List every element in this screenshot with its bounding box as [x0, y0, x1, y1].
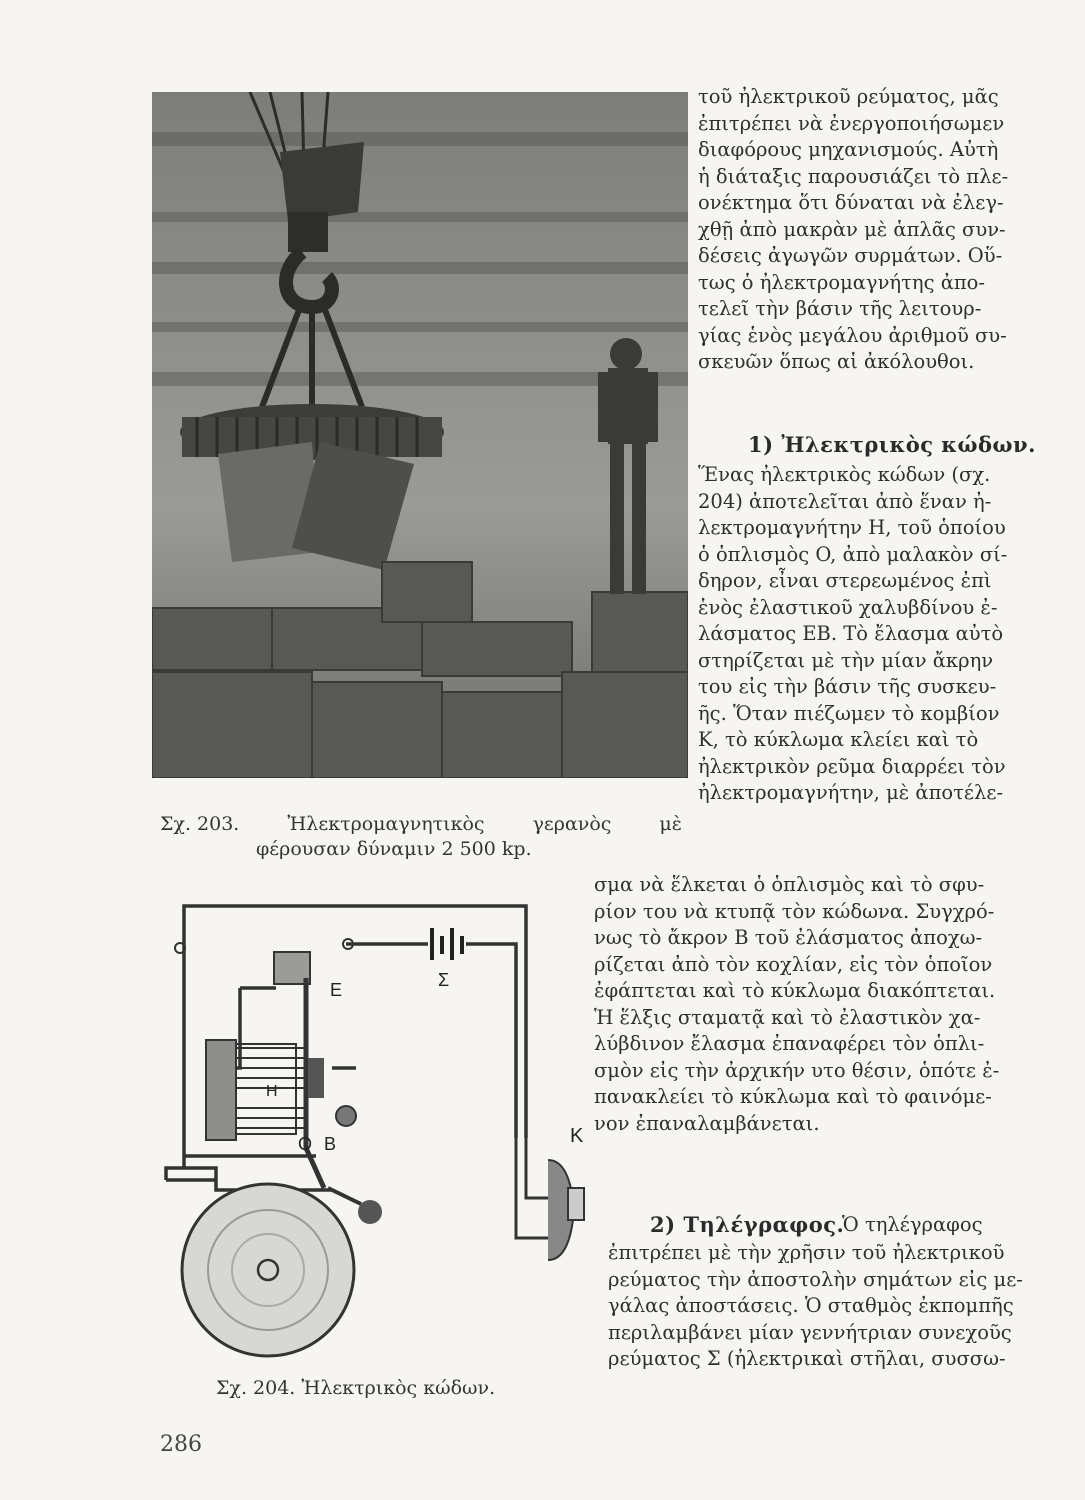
text-line: σμα νὰ ἕλκεται ὁ ὁπλισμὸς καὶ τὸ σφυ-	[594, 873, 985, 896]
text-line: τως ὁ ἠλεκτρομαγνήτης ἀπο-	[698, 270, 986, 294]
section-heading-electric-bell: 1) Ἠλεκτρικὸς κώδων.	[748, 432, 1036, 457]
text-block-4	[608, 1240, 1040, 1373]
text-line: γάλας ἀποστάσεις. Ὁ σταθμὸς ἐκπομπῆς	[608, 1294, 1014, 1317]
label-k: K	[570, 1125, 584, 1147]
text-line: τοῦ ἠλεκτρικοῦ ρεύματος, μᾶς	[698, 85, 999, 108]
caption-word: Ἠλεκτρομαγνητικὸς	[287, 813, 485, 835]
text-block-1	[698, 84, 1038, 376]
text-line: ἡ διάταξις παρουσιάζει τὸ πλε-	[698, 164, 1009, 188]
text-line: ρεύματος Σ (ἠλεκτρικαὶ στῆλαι, συσσω-	[608, 1347, 1006, 1370]
electric-bell-diagram	[156, 898, 596, 1364]
text-line-telegraph-first: Ὁ τηλέγραφος	[842, 1213, 983, 1236]
text-block-3	[594, 872, 1038, 1137]
text-line: ρεύματος τὴν ἀποστολὴν σημάτων εἰς με-	[608, 1267, 1023, 1291]
text-line: λεκτρομαγνήτην H, τοῦ ὁποίου	[698, 516, 1006, 539]
electric-bell-drawing	[156, 898, 596, 1364]
text-line: ἐπιτρέπει νὰ ἐνεργοποιήσωμεν	[698, 111, 1005, 135]
text-line: του εἰς τὴν βάσιν τῆς συσκευ-	[698, 675, 997, 698]
text-line: ἠλεκτρικὸν ρεῦμα διαρρέει τὸν	[698, 754, 1006, 778]
label-b: B	[324, 1134, 337, 1154]
text-line: λύβδινον ἔλασμα ἐπαναφέρει τὸν ὁπλι-	[594, 1032, 985, 1055]
text-line: χθῇ ἀπὸ μακρὰν μὲ ἁπλᾶς συν-	[698, 217, 1006, 241]
text-line: δέσεις ἀγωγῶν συρμάτων. Οὕ-	[698, 244, 1003, 267]
section-heading-telegraph: 2) Τηλέγραφος.	[650, 1212, 845, 1237]
label-sigma: Σ	[438, 970, 450, 990]
text-line: K, τὸ κύκλωμα κλείει καὶ τὸ	[698, 728, 979, 751]
text-line: στηρίζεται μὲ τὴν μίαν ἄκρην	[698, 648, 994, 672]
text-block-2	[698, 462, 1038, 807]
figure-203-caption	[160, 812, 682, 862]
text-line: λάσματος EB. Τὸ ἔλασμα αὐτὸ	[698, 622, 1004, 645]
figure-203-number: Σχ. 203.	[160, 813, 240, 835]
text-line: πανακλείει τὸ κύκλωμα καὶ τὸ φαινόμε-	[594, 1085, 992, 1108]
crane-photo-drawing	[152, 92, 688, 778]
label-e: E	[330, 980, 343, 1000]
text-line: γίας ἑνὸς μεγάλου ἀριθμοῦ συ-	[698, 323, 1007, 347]
text-line: διαφόρους μηχανισμούς. Αὐτὴ	[698, 138, 999, 161]
text-line: ῆς. Ὅταν πιέζωμεν τὸ κομβίον	[698, 701, 1000, 725]
label-o: O	[298, 1134, 313, 1154]
text-line: Ἡ ἕλξις σταματᾷ καὶ τὸ ἐλαστικὸν χα-	[594, 1005, 981, 1029]
text-line: δηρον, εἶναι στερεωμένος ἐπὶ	[698, 569, 992, 592]
text-line: ὁ ὁπλισμὸς O, ἀπὸ μαλακὸν σί-	[698, 542, 1008, 566]
caption-line: φέρουσαν δύναμιν 2 500 kp.	[256, 838, 532, 860]
text-line: ἐφάπτεται καὶ τὸ κύκλωμα διακόπτεται.	[594, 979, 996, 1002]
text-line: ρίον του νὰ κτυπᾷ τὸν κώδωνα. Συγχρό-	[594, 899, 995, 923]
text-line: ἑνὸς ἐλαστικοῦ χαλυβδίνου ἐ-	[698, 595, 998, 619]
page-number: 286	[160, 1432, 202, 1457]
text-line: ἠλεκτρομαγνήτην, μὲ ἀποτέλε-	[698, 781, 1004, 804]
text-line: 204) ἀποτελεῖται ἀπὸ ἕναν ἠ-	[698, 489, 992, 513]
text-line: ἐπιτρέπει μὲ τὴν χρῆσιν τοῦ ἠλεκτρικοῦ	[608, 1241, 1005, 1264]
caption-word: γερανὸς	[532, 813, 612, 835]
text-line: Ἕνας ἠλεκτρικὸς κώδων (σχ.	[698, 463, 991, 486]
text-line: ονέκτημα ὅτι δύναται νὰ ἐλεγ-	[698, 191, 1004, 214]
text-line: ρίζεται ἀπὸ τὸν κοχλίαν, εἰς τὸν ὁποῖον	[594, 952, 993, 976]
text-line: τελεῖ τὴν βάσιν τῆς λειτουρ-	[698, 297, 982, 320]
text-line: σμὸν εἰς τὴν ἀρχικήν υτο θέσιν, ὁπότε ἐ-	[594, 1058, 1000, 1082]
crane-photo	[152, 92, 688, 778]
label-h: H	[266, 1083, 278, 1100]
figure-204-caption: Σχ. 204. Ἠλεκτρικὸς κώδων.	[216, 1377, 496, 1399]
text-line: νον ἐπαναλαμβάνεται.	[594, 1111, 820, 1135]
text-line: σκευῶν ὅπως αἱ ἀκόλουθοι.	[698, 350, 975, 373]
text-line: νως τὸ ἄκρον B τοῦ ἐλάσματος ἀποχω-	[594, 926, 983, 949]
caption-word: μὲ	[659, 813, 682, 835]
text-line: περιλαμβάνει μίαν γεννήτριαν συνεχοῦς	[608, 1320, 1012, 1344]
